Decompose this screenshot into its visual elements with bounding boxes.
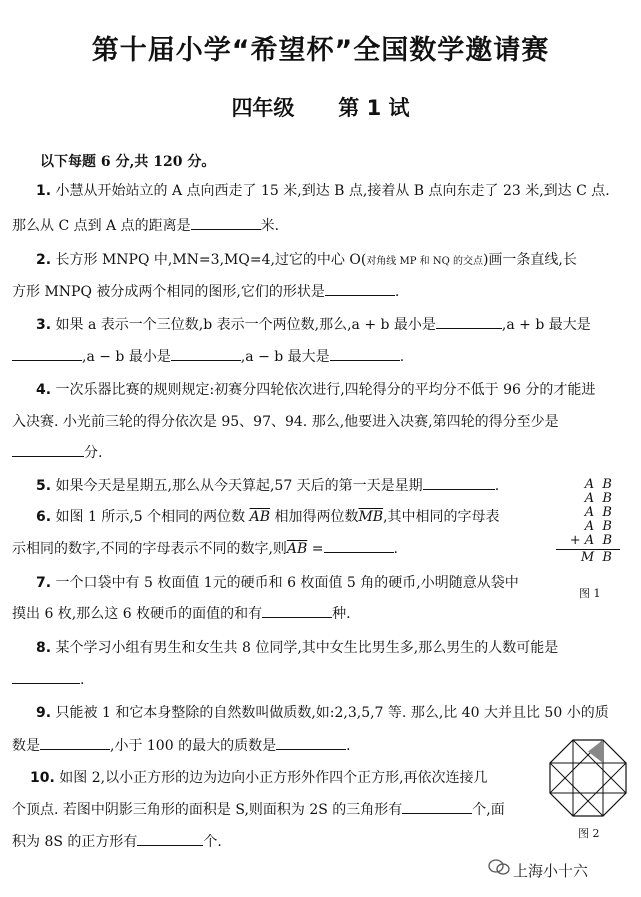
answer-blank[interactable] bbox=[12, 348, 82, 361]
answer-blank[interactable] bbox=[12, 671, 80, 684]
addend-row: A B bbox=[584, 477, 612, 492]
question-5: 5. 如果今天是星期五,那么从今天算起,57 天后的第一天是星期 . bbox=[36, 478, 500, 494]
answer-blank[interactable] bbox=[276, 737, 346, 750]
figure-2-octagon bbox=[548, 738, 628, 818]
wechat-icon bbox=[488, 858, 510, 876]
addend-row: A B bbox=[584, 505, 612, 520]
answer-blank[interactable] bbox=[137, 833, 203, 846]
answer-blank[interactable] bbox=[191, 217, 261, 230]
question-1-line-1: 1. 小慧从开始站立的 A 点向西走了 15 米,到达 B 点,接着从 B 点向东走了 23 米,到达 C 点. bbox=[36, 183, 610, 199]
answer-blank[interactable] bbox=[12, 444, 84, 457]
question-6-line-1: 6. 如图 1 所示,5 个相同的两位数 $\overline{AB}$ 相加得两位数$\overline{MB}$,其中相同的字母表 bbox=[36, 509, 500, 525]
question-10-line-1: 10. 如图 2,以小正方形的边为边向小正方形外作四个正方形,再依次连接几 bbox=[30, 770, 488, 786]
addend-row: A B bbox=[584, 519, 612, 534]
question-7-line-1: 7. 一个口袋中有 5 枚面值 1元的硬币和 6 枚面值 5 角的硬币,小明随意从袋中 bbox=[36, 575, 519, 591]
addend-row: A B bbox=[584, 491, 612, 506]
question-8-line-1: 8. 某个学习小组有男生和女生共 8 位同学,其中女生比男生多,那么男生的人数可能是 bbox=[36, 640, 559, 656]
question-9-line-2: 数是 ,小于 100 的最大的质数是 . bbox=[12, 738, 351, 754]
grade-subtitle: 四年级 第 1 试 bbox=[231, 96, 410, 120]
answer-blank[interactable] bbox=[262, 605, 332, 618]
question-1-line-2: 那么从 C 点到 A 点的距离是 米. bbox=[12, 218, 280, 234]
answer-blank[interactable] bbox=[325, 283, 395, 296]
question-10-line-2: 个顶点. 若图中阴影三角形的面积是 S,则面积为 2S 的三角形有 个,面 bbox=[12, 802, 505, 818]
figure-1-addition bbox=[556, 478, 620, 565]
question-9-line-1: 9. 只能被 1 和它本身整除的自然数叫做质数,如:2,3,5,7 等. 那么,比 40 大并且比 50 小的质 bbox=[36, 705, 609, 721]
question-8-line-2: . bbox=[12, 671, 84, 689]
answer-blank[interactable] bbox=[40, 737, 110, 750]
answer-blank[interactable] bbox=[330, 348, 400, 361]
figure-2-caption: 图 2 bbox=[578, 827, 600, 840]
question-4-line-2: 入决赛. 小光前三轮的得分依次是 95、97、94. 那么,他要进入决赛,第四轮的得分至少是 bbox=[12, 414, 559, 430]
question-3-line-2: ,a − b 最小是 ,a − b 最大是 . bbox=[12, 348, 404, 366]
figure-1-caption: 图 1 bbox=[579, 587, 601, 600]
sum-row: M B bbox=[580, 550, 612, 565]
watermark-text: 上海小十六 bbox=[513, 862, 589, 880]
answer-blank[interactable] bbox=[324, 540, 394, 553]
question-2-line-2: 方形 MNPQ 被分成两个相同的图形,它们的形状是 . bbox=[12, 284, 400, 300]
question-4-line-1: 4. 一次乐器比赛的规则规定:初赛分四轮依次进行,四轮得分的平均分不低于 96 分的才能进 bbox=[36, 382, 596, 398]
answer-blank[interactable] bbox=[436, 316, 502, 329]
question-6-line-2: 示相同的数字,不同的字母表示不同的数字,则$\overline{AB}$ = . bbox=[12, 541, 398, 557]
question-7-line-2: 摸出 6 枚,那么这 6 枚硬币的面值的和有 种. bbox=[12, 606, 351, 622]
question-2-line-1: 2. 长方形 MNPQ 中,MN=3,MQ=4,过它的中心 O(对角线 MP 和 NQ 的交点)画一条直线,长 bbox=[36, 252, 577, 268]
answer-blank[interactable] bbox=[402, 801, 472, 814]
page-title: 第十届小学“希望杯”全国数学邀请赛 bbox=[91, 35, 550, 66]
question-3-line-1: 3. 如果 a 表示一个三位数,b 表示一个两位数,那么,a + b 最小是 ,a + b 最大是 bbox=[36, 317, 591, 333]
addend-row: + A B bbox=[569, 533, 612, 548]
answer-blank[interactable] bbox=[171, 348, 241, 361]
answer-blank[interactable] bbox=[423, 477, 495, 490]
scoring-intro: 以下每题 6 分,共 120 分。 bbox=[40, 154, 216, 170]
question-4-line-3: 分. bbox=[12, 444, 102, 462]
question-10-line-3: 积为 8S 的正方形有 个. bbox=[12, 834, 222, 850]
